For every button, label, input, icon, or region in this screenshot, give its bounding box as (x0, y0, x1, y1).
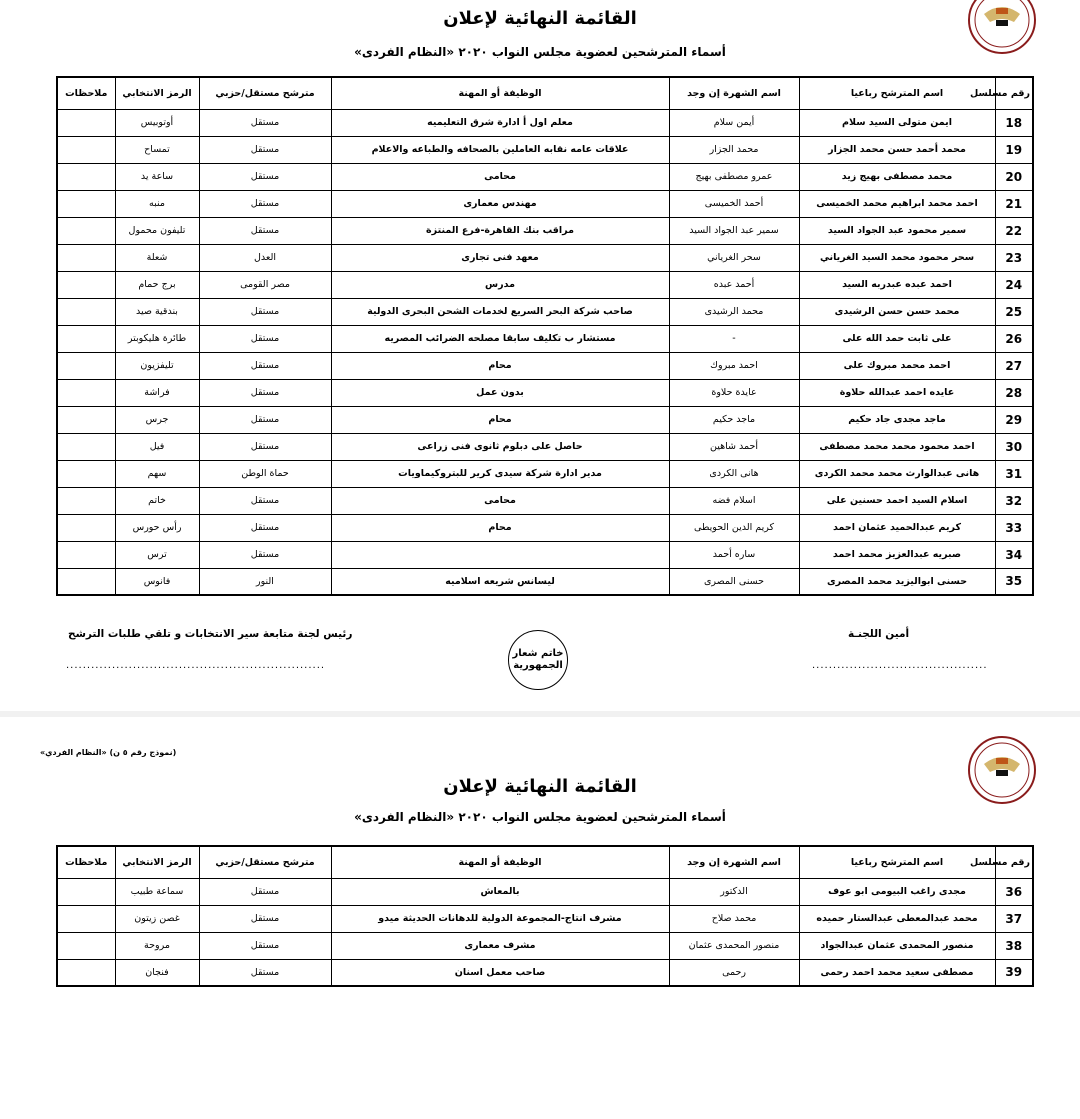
header-type: مترشح مستقل/حزبي (199, 846, 331, 878)
name-cell: عايده احمد عبدالله حلاوة (799, 379, 995, 406)
type-cell: العدل (199, 244, 331, 271)
alias-cell: ساره أحمد (669, 541, 799, 568)
job-cell: ليسانس شريعه اسلاميه (331, 568, 669, 595)
alias-cell: أحمد الخميسى (669, 190, 799, 217)
notes-cell (57, 460, 115, 487)
table-row (57, 568, 1033, 595)
name-cell: حسنى ابواليزيد محمد المصرى (799, 568, 995, 595)
name-cell: مجدى راغب البيومى ابو عوف (799, 878, 995, 905)
alias-cell: الدكتور (669, 878, 799, 905)
notes-cell (57, 109, 115, 136)
name-cell: محمد أحمد حسن محمد الجزار (799, 136, 995, 163)
job-cell: محام (331, 406, 669, 433)
alias-cell: أيمن سلام (669, 109, 799, 136)
symbol-cell: غصن زيتون (115, 905, 199, 932)
name-cell: احمد محمد ابراهيم محمد الخميسى (799, 190, 995, 217)
symbol-cell: سهم (115, 460, 199, 487)
job-cell: محام (331, 352, 669, 379)
job-cell: بدون عمل (331, 379, 669, 406)
job-cell: معهد فنى تجارى (331, 244, 669, 271)
notes-cell (57, 406, 115, 433)
alias-cell: محمد الجزار (669, 136, 799, 163)
header-serial: رقم مسلسل (995, 77, 1033, 109)
name-cell: محمد عبدالمعطى عبدالستار حميده (799, 905, 995, 932)
symbol-cell: رأس حورس (115, 514, 199, 541)
type-cell: مستقل (199, 932, 331, 959)
header-serial: رقم مسلسل (995, 846, 1033, 878)
alias-cell: احمد مبروك (669, 352, 799, 379)
table-row (57, 325, 1033, 352)
table-row (57, 298, 1033, 325)
type-cell: حماة الوطن (199, 460, 331, 487)
serial-cell: 33 (995, 514, 1033, 541)
serial-cell: 25 (995, 298, 1033, 325)
type-cell: مستقل (199, 905, 331, 932)
page-title: القائمة النهائية لإعلان (443, 8, 637, 29)
table-row (57, 433, 1033, 460)
serial-cell: 21 (995, 190, 1033, 217)
page-subtitle-2: أسماء المترشحين لعضوية مجلس النواب ٢٠٢٠ «النظام الفردى» (354, 810, 726, 824)
chairman-label: رئيس لجنة متابعة سير الانتخابات و تلقي طلبات الترشح (68, 628, 353, 640)
type-cell: مستقل (199, 298, 331, 325)
symbol-cell: جرس (115, 406, 199, 433)
header-type: مترشح مستقل/حزبي (199, 77, 331, 109)
type-cell: مستقل (199, 433, 331, 460)
header-symbol: الرمز الانتخابي (115, 77, 199, 109)
table-row (57, 190, 1033, 217)
name-cell: احمد محمد مبروك على (799, 352, 995, 379)
name-cell: هانى عبدالوارث محمد محمد الكردى (799, 460, 995, 487)
table-row (57, 932, 1033, 959)
table-row (57, 460, 1033, 487)
job-cell: مشرف معمارى (331, 932, 669, 959)
symbol-cell: مروحة (115, 932, 199, 959)
notes-cell (57, 541, 115, 568)
table-header-row (57, 77, 1033, 109)
job-cell: صاحب شركة البحر السريع لخدمات الشحن البحرى الدولية (331, 298, 669, 325)
header-alias: اسم الشهرة إن وجد (669, 846, 799, 878)
notes-cell (57, 325, 115, 352)
notes-cell (57, 568, 115, 595)
notes-cell (57, 514, 115, 541)
republic-stamp: خاتم شعار الجمهورية (508, 630, 568, 690)
type-cell: مستقل (199, 325, 331, 352)
name-cell: صبريه عبدالعزيز محمد احمد (799, 541, 995, 568)
serial-cell: 23 (995, 244, 1033, 271)
page-title-2: القائمة النهائية لإعلان (443, 776, 637, 797)
notes-cell (57, 352, 115, 379)
type-cell: النور (199, 568, 331, 595)
job-cell: محامى (331, 163, 669, 190)
alias-cell: سمير عبد الجواد السيد (669, 217, 799, 244)
symbol-cell: طائرة هليكوبتر (115, 325, 199, 352)
name-cell: سحر محمود محمد السيد الغرياني (799, 244, 995, 271)
symbol-cell: ترس (115, 541, 199, 568)
notes-cell (57, 379, 115, 406)
type-cell: مستقل (199, 514, 331, 541)
serial-cell: 30 (995, 433, 1033, 460)
name-cell: احمد عبده عبدربه السيد (799, 271, 995, 298)
symbol-cell: فيل (115, 433, 199, 460)
header-name: اسم المترشح رباعيا (799, 77, 995, 109)
job-cell: صاحب معمل اسنان (331, 959, 669, 986)
serial-cell: 24 (995, 271, 1033, 298)
table-row (57, 487, 1033, 514)
serial-cell: 37 (995, 905, 1033, 932)
job-cell: علاقات عامه نقابه العاملين بالصحافه والطباعه والاعلام (331, 136, 669, 163)
alias-cell: هانى الكردى (669, 460, 799, 487)
table-row (57, 514, 1033, 541)
alias-cell: عمرو مصطفى بهيج (669, 163, 799, 190)
alias-cell: - (669, 325, 799, 352)
type-cell: مستقل (199, 541, 331, 568)
symbol-cell: تمساح (115, 136, 199, 163)
notes-cell (57, 878, 115, 905)
notes-cell (57, 217, 115, 244)
alias-cell: منصور المحمدى عثمان (669, 932, 799, 959)
serial-cell: 36 (995, 878, 1033, 905)
serial-cell: 34 (995, 541, 1033, 568)
name-cell: كريم عبدالحميد عثمان احمد (799, 514, 995, 541)
alias-cell: اسلام فضه (669, 487, 799, 514)
secretary-signature-line: .......................................... (812, 660, 988, 671)
table-row (57, 406, 1033, 433)
name-cell: مصطفى سعيد محمد احمد رحمى (799, 959, 995, 986)
type-cell: مستقل (199, 959, 331, 986)
symbol-cell: ساعة يد (115, 163, 199, 190)
serial-cell: 29 (995, 406, 1033, 433)
type-cell: مستقل (199, 217, 331, 244)
page-subtitle: أسماء المترشحين لعضوية مجلس النواب ٢٠٢٠ «النظام الفردى» (354, 45, 726, 59)
symbol-cell: بندقية صيد (115, 298, 199, 325)
notes-cell (57, 190, 115, 217)
table-row (57, 217, 1033, 244)
job-cell: محامى (331, 487, 669, 514)
alias-cell: أحمد شاهين (669, 433, 799, 460)
job-cell: مشرف انتاج-المجموعة الدولية للدهانات الحديثة ميدو (331, 905, 669, 932)
page-divider (0, 711, 1080, 717)
secretary-label: أمين اللجنـة (848, 628, 910, 640)
serial-cell: 22 (995, 217, 1033, 244)
symbol-cell: شعلة (115, 244, 199, 271)
name-cell: على ثابت حمد الله على (799, 325, 995, 352)
notes-cell (57, 136, 115, 163)
table-row (57, 541, 1033, 568)
header-job: الوظيفة أو المهنة (331, 846, 669, 878)
table-row (57, 878, 1033, 905)
symbol-cell: سماعة طبيب (115, 878, 199, 905)
type-cell: مستقل (199, 109, 331, 136)
alias-cell: سحر الغرياني (669, 244, 799, 271)
serial-cell: 35 (995, 568, 1033, 595)
symbol-cell: أوتوبيس (115, 109, 199, 136)
header-alias: اسم الشهرة إن وجد (669, 77, 799, 109)
candidates-table (56, 76, 1034, 596)
serial-cell: 20 (995, 163, 1033, 190)
table-row (57, 905, 1033, 932)
job-cell: مستشار ب تكليف سابقا مصلحه الضرائب المصريه (331, 325, 669, 352)
header-notes: ملاحظات (57, 77, 115, 109)
chairman-signature-line: .............................................................. (66, 660, 326, 671)
notes-cell (57, 271, 115, 298)
symbol-cell: فانوس (115, 568, 199, 595)
table-row (57, 136, 1033, 163)
symbol-cell: تليفون محمول (115, 217, 199, 244)
job-cell: معلم اول أ ادارة شرق التعليميه (331, 109, 669, 136)
table-row (57, 271, 1033, 298)
job-cell: محام (331, 514, 669, 541)
type-cell: مستقل (199, 487, 331, 514)
symbol-cell: تليفزيون (115, 352, 199, 379)
notes-cell (57, 487, 115, 514)
type-cell: مستقل (199, 379, 331, 406)
name-cell: منصور المحمدى عثمان عبدالجواد (799, 932, 995, 959)
job-cell: بالمعاش (331, 878, 669, 905)
form-number-note: (نموذج رقم ٥ ن) «النظام الفردي» (40, 748, 177, 757)
table-row (57, 379, 1033, 406)
symbol-cell: خاتم (115, 487, 199, 514)
alias-cell: حسنى المصرى (669, 568, 799, 595)
type-cell: مستقل (199, 190, 331, 217)
table-row (57, 244, 1033, 271)
name-cell: اسلام السيد احمد حسنين على (799, 487, 995, 514)
notes-cell (57, 959, 115, 986)
header-job: الوظيفة أو المهنة (331, 77, 669, 109)
type-cell: مستقل (199, 878, 331, 905)
symbol-cell: فنجان (115, 959, 199, 986)
serial-cell: 38 (995, 932, 1033, 959)
type-cell: مستقل (199, 406, 331, 433)
job-cell (331, 541, 669, 568)
table-row (57, 352, 1033, 379)
serial-cell: 39 (995, 959, 1033, 986)
header-name: اسم المترشح رباعيا (799, 846, 995, 878)
serial-cell: 18 (995, 109, 1033, 136)
name-cell: ماجد مجدى جاد حكيم (799, 406, 995, 433)
notes-cell (57, 163, 115, 190)
notes-cell (57, 298, 115, 325)
notes-cell (57, 932, 115, 959)
name-cell: ايمن متولى السيد سلام (799, 109, 995, 136)
alias-cell: أحمد عبده (669, 271, 799, 298)
serial-cell: 26 (995, 325, 1033, 352)
table-header-row (57, 846, 1033, 878)
name-cell: محمد حسن حسن الرشيدى (799, 298, 995, 325)
alias-cell: ماجد حكيم (669, 406, 799, 433)
header-symbol: الرمز الانتخابي (115, 846, 199, 878)
header-notes: ملاحظات (57, 846, 115, 878)
alias-cell: كريم الدين الحويطى (669, 514, 799, 541)
job-cell: مدرس (331, 271, 669, 298)
notes-cell (57, 433, 115, 460)
serial-cell: 28 (995, 379, 1033, 406)
name-cell: سمير محمود عبد الجواد السيد (799, 217, 995, 244)
serial-cell: 27 (995, 352, 1033, 379)
job-cell: مهندس معمارى (331, 190, 669, 217)
type-cell: مستقل (199, 163, 331, 190)
table-row (57, 163, 1033, 190)
job-cell: مراقب بنك القاهرة-فرع المنتزة (331, 217, 669, 244)
alias-cell: عايدة حلاوة (669, 379, 799, 406)
job-cell: مدير ادارة شركة سيدى كرير للبتروكيماويات (331, 460, 669, 487)
candidates-table-2 (56, 845, 1034, 987)
notes-cell (57, 905, 115, 932)
serial-cell: 19 (995, 136, 1033, 163)
alias-cell: محمد الرشيدى (669, 298, 799, 325)
notes-cell (57, 244, 115, 271)
type-cell: مصر القومى (199, 271, 331, 298)
symbol-cell: برج حمام (115, 271, 199, 298)
type-cell: مستقل (199, 136, 331, 163)
alias-cell: محمد صلاح (669, 905, 799, 932)
job-cell: حاصل على دبلوم ثانوى فنى زراعى (331, 433, 669, 460)
table-row (57, 959, 1033, 986)
name-cell: احمد محمود محمد محمد مصطفى (799, 433, 995, 460)
table-row (57, 109, 1033, 136)
symbol-cell: فراشة (115, 379, 199, 406)
symbol-cell: منبه (115, 190, 199, 217)
name-cell: محمد مصطفى بهيج زيد (799, 163, 995, 190)
type-cell: مستقل (199, 352, 331, 379)
serial-cell: 32 (995, 487, 1033, 514)
serial-cell: 31 (995, 460, 1033, 487)
alias-cell: رحمى (669, 959, 799, 986)
